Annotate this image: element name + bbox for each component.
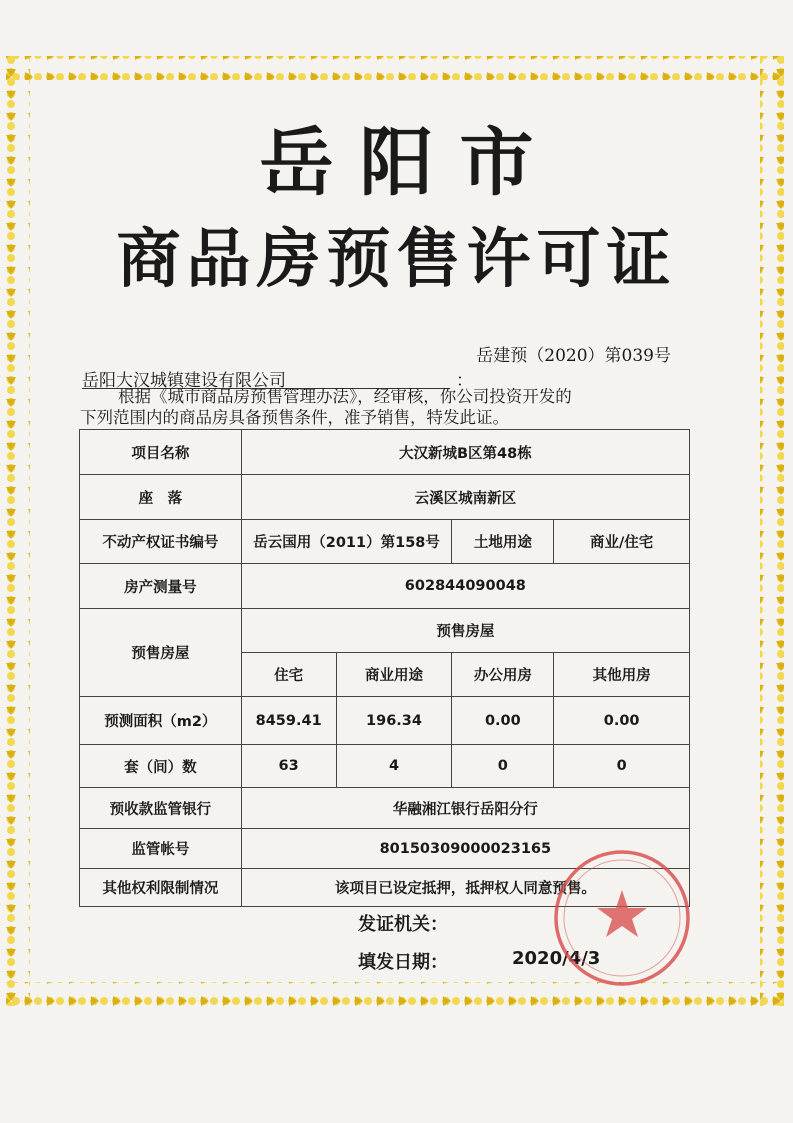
units-residential: 63 xyxy=(241,745,336,788)
intro-line-2: 下列范围内的商品房具备预售条件，准予销售，特发此证。 xyxy=(80,408,509,427)
bank-label: 预收款监管银行 xyxy=(80,788,242,829)
units-other: 0 xyxy=(554,745,690,788)
land-use-value: 商业/住宅 xyxy=(554,520,690,564)
column-residential: 住宅 xyxy=(241,653,336,697)
permit-table xyxy=(79,429,690,907)
area-label: 预测面积（m2） xyxy=(80,697,242,745)
other-rights-value: 该项目已设定抵押，抵押权人同意预售。 xyxy=(241,869,689,907)
units-label: 套（间）数 xyxy=(80,745,242,788)
area-office: 0.00 xyxy=(452,697,554,745)
project-label: 项目名称 xyxy=(80,430,242,475)
table-row xyxy=(80,609,690,653)
table-row xyxy=(80,745,690,788)
project-value: 大汉新城B区第48栋 xyxy=(241,430,689,475)
table-row xyxy=(80,564,690,609)
account-label: 监管帐号 xyxy=(80,829,242,869)
property-cert-label: 不动产权证书编号 xyxy=(80,520,242,564)
company-colon: ： xyxy=(456,371,473,391)
area-commercial: 196.34 xyxy=(336,697,452,745)
survey-value: 602844090048 xyxy=(241,564,689,609)
table-row xyxy=(80,788,690,829)
date-label: 填发日期： xyxy=(358,952,448,973)
issue-date: 2020/4/3 xyxy=(512,948,601,969)
bank-value: 华融湘江银行岳阳分行 xyxy=(241,788,689,829)
presale-header: 预售房屋 xyxy=(241,609,689,653)
issuer-label: 发证机关： xyxy=(358,914,448,935)
units-commercial: 4 xyxy=(336,745,452,788)
location-label: 座 落 xyxy=(80,475,242,520)
certificate-number: 岳建预（2020）第039号 xyxy=(476,346,671,366)
official-seal xyxy=(542,846,712,996)
account-value: 80150309000023165 xyxy=(241,829,689,869)
column-office: 办公用房 xyxy=(452,653,554,697)
units-office: 0 xyxy=(452,745,554,788)
title-city: 岳阳市 xyxy=(259,120,560,206)
intro-line-1: 根据《城市商品房预售管理办法》，经审核，你公司投资开发的 xyxy=(118,387,572,406)
property-cert-value: 岳云国用（2011）第158号 xyxy=(241,520,452,564)
table-row xyxy=(80,520,690,564)
table-row xyxy=(80,430,690,475)
presale-label: 预售房屋 xyxy=(80,609,242,697)
other-rights-label: 其他权利限制情况 xyxy=(80,869,242,907)
table-row xyxy=(80,697,690,745)
table-row xyxy=(80,475,690,520)
area-other: 0.00 xyxy=(554,697,690,745)
company-name: 岳阳大汉城镇建设有限公司 xyxy=(82,371,286,391)
column-other: 其他用房 xyxy=(554,653,690,697)
land-use-label: 土地用途 xyxy=(452,520,554,564)
location-value: 云溪区城南新区 xyxy=(241,475,689,520)
area-residential: 8459.41 xyxy=(241,697,336,745)
intro-text xyxy=(80,386,700,428)
column-commercial: 商业用途 xyxy=(336,653,452,697)
survey-label: 房产测量号 xyxy=(80,564,242,609)
title-document: 商品房预售许可证 xyxy=(116,223,677,297)
